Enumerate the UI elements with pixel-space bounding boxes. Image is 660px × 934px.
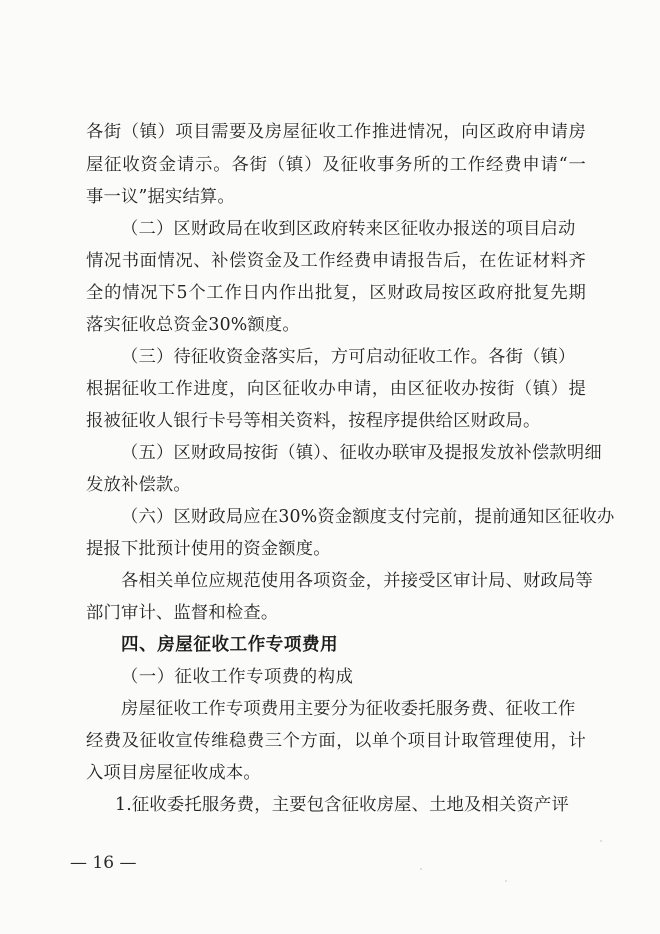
section-heading: 四、房屋征收工作专项费用 [121, 635, 339, 655]
text-line: 全的情况下5个工作日内作出批复，区财政局按区政府批复先期 [86, 283, 586, 303]
subsection-heading: （一）征收工作专项费的构成 [121, 667, 354, 687]
text-line: （六）区财政局应在30%资金额度支付完前，提前通知区征收办 [121, 507, 615, 527]
text-line: 发放补偿款。 [86, 475, 191, 495]
text-line: 提报下批预计使用的资金额度。 [86, 539, 331, 559]
text-line: 报被征收人银行卡号等相关资料，按程序提供给区财政局。 [86, 411, 541, 431]
text-line: 情况书面情况、补偿资金及工作经费申请报告后，在佐证材料齐 [86, 251, 586, 271]
text-line: 经费及征收宣传维稳费三个方面，以单个项目计取管理使用，计 [86, 731, 586, 751]
text-line: 入项目房屋征收成本。 [86, 763, 261, 783]
text-line: 部门审计、监督和检查。 [86, 603, 279, 623]
text-line: （三）待征收资金落实后，方可启动征收工作。各街（镇） [121, 347, 576, 367]
text-line: 房屋征收工作专项费用主要分为征收委托服务费、征收工作 [121, 699, 576, 719]
text-line: 事一议”据实结算。 [86, 187, 235, 207]
text-line: （二）区财政局在收到区政府转来区征收办报送的项目启动 [121, 219, 576, 239]
text-line: 落实征收总资金30%额度。 [86, 315, 300, 335]
page-number: — 16 — [70, 853, 137, 873]
text-line: 屋征收资金请示。各街（镇）及征收事务所的工作经费申请“一 [86, 155, 586, 175]
text-line: 各街（镇）项目需要及房屋征收工作推进情况，向区政府申请房 [86, 122, 586, 142]
scan-speck [420, 868, 422, 870]
text-line: 1.征收委托服务费，主要包含征收房屋、土地及相关资产评 [115, 795, 569, 815]
scan-speck [600, 840, 602, 842]
text-line: 根据征收工作进度，向区征收办申请，由区征收办按街（镇）提 [86, 379, 586, 399]
scan-speck [505, 880, 507, 882]
text-line: （五）区财政局按街（镇）、征收办联审及提报发放补偿款明细 [121, 443, 602, 463]
text-line: 各相关单位应规范使用各项资金，并接受区审计局、财政局等 [121, 571, 593, 591]
